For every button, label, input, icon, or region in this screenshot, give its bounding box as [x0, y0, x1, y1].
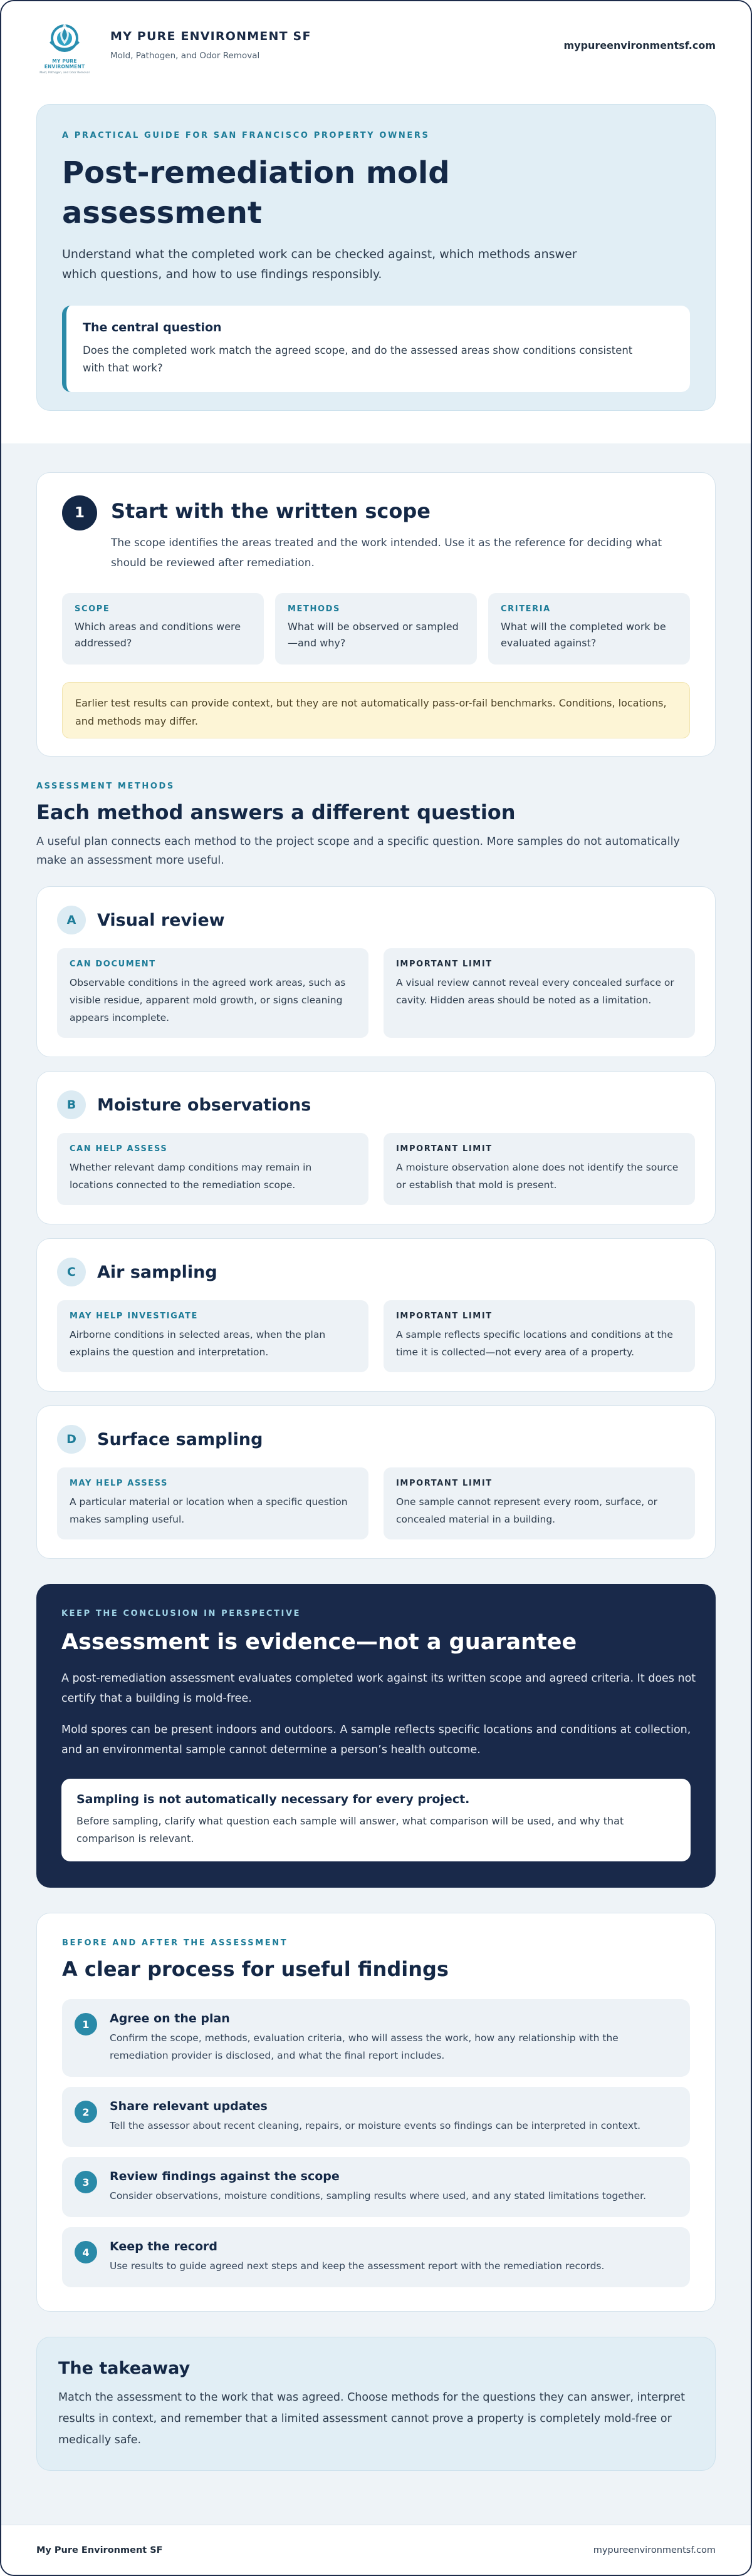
main-content — [1, 443, 751, 2471]
step-title: Agree on the plan — [110, 2012, 230, 2025]
method-boxes — [57, 948, 695, 1038]
scope-header — [62, 495, 690, 573]
method-capability-box — [57, 1133, 368, 1205]
methods-eyebrow: ASSESSMENT METHODS — [36, 782, 175, 791]
step-number: 2 — [75, 2101, 97, 2123]
criteria-box-label: CRITERIA — [501, 604, 551, 614]
step-title: Keep the record — [110, 2240, 218, 2253]
limit-label: IMPORTANT LIMIT — [396, 1311, 493, 1321]
logo-drop-icon — [36, 17, 93, 61]
limit-text: A moisture observation alone does not identify the source or establish that mold is present. — [396, 1162, 679, 1191]
method-header — [57, 906, 695, 934]
logo-tagline: Mold, Pathogen, and Odor Removal — [39, 71, 90, 75]
step-title: Review findings against the scope — [110, 2170, 340, 2183]
footer-link[interactable]: mypureenvironmentsf.com — [593, 2545, 716, 2555]
perspective-eyebrow: KEEP THE CONCLUSION IN PERSPECTIVE — [61, 1609, 301, 1618]
step-number: 1 — [75, 2013, 97, 2035]
criteria-box — [488, 593, 690, 665]
central-question-callout — [62, 306, 690, 392]
step-number: 4 — [75, 2241, 97, 2263]
method-card-moisture-observations — [36, 1071, 716, 1224]
step-body — [110, 2012, 675, 2064]
process-eyebrow: BEFORE AND AFTER THE ASSESSMENT — [62, 1938, 288, 1948]
hero-eyebrow: A PRACTICAL GUIDE FOR SAN FRANCISCO PROPERTY OWNERS — [62, 131, 430, 140]
method-letter-badge: A — [57, 906, 86, 934]
step-text: Consider observations, moisture conditions, sampling results where used, and any stated limitations together. — [110, 2190, 647, 2201]
limit-label: IMPORTANT LIMIT — [396, 1479, 493, 1488]
scope-box-text: Which areas and conditions were addressed? — [75, 621, 241, 649]
callout-text: Does the completed work match the agreed scope, and do the assessed areas show conditions consistent with that work? — [83, 344, 633, 374]
method-boxes — [57, 1300, 695, 1372]
step-number-badge: 1 — [62, 495, 97, 530]
process-step — [62, 2157, 690, 2217]
site-footer — [1, 2525, 751, 2575]
method-capability-box — [57, 948, 368, 1038]
callout-title: The central question — [83, 321, 222, 334]
logo — [36, 17, 93, 73]
hero-band — [1, 89, 751, 443]
scope-heading — [111, 495, 687, 573]
step-text: Confirm the scope, methods, evaluation criteria, who will assess the work, how any relationship with the remediation provider is disclosed, and what the final report includes. — [110, 2032, 619, 2061]
methods-box-label: METHODS — [288, 604, 340, 614]
step-body — [110, 2240, 604, 2275]
method-letter-badge: C — [57, 1258, 86, 1286]
perspective-section — [36, 1584, 716, 1888]
process-step — [62, 1999, 690, 2077]
method-header — [57, 1425, 695, 1454]
process-section — [36, 1913, 716, 2312]
method-header — [57, 1090, 695, 1119]
limit-text: A visual review cannot reveal every concealed surface or cavity. Hidden areas should be noted as a limitation. — [396, 977, 674, 1006]
methods-box-text: What will be observed or sampled—and why? — [288, 621, 459, 649]
sampling-callout-text: Before sampling, clarify what question each sample will answer, what comparison will be used, and why that comparison is relevant. — [76, 1815, 624, 1844]
scope-section — [36, 472, 716, 757]
method-title: Air sampling — [97, 1262, 217, 1282]
takeaway-title: The takeaway — [58, 2359, 191, 2378]
step-title: Share relevant updates — [110, 2099, 268, 2113]
method-capability-box — [57, 1300, 368, 1372]
takeaway-text: Match the assessment to the work that was agreed. Choose methods for the questions they can answer, interpret results in context, and remember that a limited assessment cannot prove a property is completely mold-free or medically safe. — [58, 2391, 686, 2446]
perspective-paragraph: Mold spores can be present indoors and outdoors. A sample reflects specific locations and conditions at collection, and an environmental sample cannot determine a person’s health outcome. — [61, 1724, 691, 1756]
capability-text: Observable conditions in the agreed work areas, such as visible residue, apparent mold growth, or signs cleaning appears incomplete. — [70, 977, 346, 1023]
hero-panel — [36, 104, 716, 411]
method-limit-box — [384, 948, 695, 1038]
brand[interactable] — [36, 17, 311, 73]
hero-lead: Understand what the completed work can be checked against, which methods answer which questions, and how to use findings responsibly. — [62, 247, 577, 281]
process-title: A clear process for useful findings — [62, 1957, 449, 1981]
step-text: Use results to guide agreed next steps and keep the assessment report with the remediation records. — [110, 2260, 605, 2272]
brand-text — [110, 29, 311, 61]
sampling-callout-title: Sampling is not automatically necessary for every project. — [76, 1792, 470, 1806]
limit-text: A sample reflects specific locations and conditions at the time it is collected—not every area of a property. — [396, 1329, 673, 1358]
brand-subtitle: Mold, Pathogen, and Odor Removal — [110, 51, 260, 61]
method-card-visual-review — [36, 886, 716, 1057]
methods-lead: A useful plan connects each method to the project scope and a specific question. More samples do not automatically make an assessment more useful. — [36, 835, 680, 867]
page-title: Post-remediation mold assessment — [62, 155, 450, 230]
methods-box — [275, 593, 477, 665]
logo-wordmark: MY PURE ENVIRONMENT — [44, 58, 85, 70]
footer-brand: My Pure Environment SF — [36, 2545, 163, 2555]
capability-text: Airborne conditions in selected areas, when the plan explains the question and interpretation. — [70, 1329, 326, 1358]
method-limit-box — [384, 1467, 695, 1539]
perspective-paragraph: A post-remediation assessment evaluates completed work against its written scope and agreed criteria. It does not certify that a building is mold-free. — [61, 1672, 696, 1705]
context-note: Earlier test results can provide context, but they are not automatically pass-or-fail benchmarks. Conditions, locations, and methods may differ. — [62, 682, 690, 738]
method-letter-badge: D — [57, 1425, 86, 1454]
limit-label: IMPORTANT LIMIT — [396, 960, 493, 969]
method-limit-box — [384, 1300, 695, 1372]
step-number: 3 — [75, 2171, 97, 2193]
capability-label: CAN HELP ASSESS — [70, 1144, 168, 1154]
capability-label: CAN DOCUMENT — [70, 960, 156, 969]
brand-name: MY PURE ENVIRONMENT SF — [110, 29, 311, 43]
sampling-callout — [61, 1779, 691, 1861]
step-text: Tell the assessor about recent cleaning, repairs, or moisture events so findings can be interpreted in context. — [110, 2120, 641, 2131]
method-title: Moisture observations — [97, 1095, 311, 1115]
criteria-box-text: What will the completed work be evaluated against? — [501, 621, 666, 649]
process-step — [62, 2227, 690, 2287]
scope-boxes — [62, 593, 690, 665]
method-capability-box — [57, 1467, 368, 1539]
site-link[interactable]: mypureenvironmentsf.com — [563, 39, 716, 51]
takeaway-section — [36, 2337, 716, 2471]
scope-box-label: SCOPE — [75, 604, 110, 614]
step-body — [110, 2099, 640, 2134]
method-boxes — [57, 1467, 695, 1539]
capability-text: A particular material or location when a specific question makes sampling useful. — [70, 1496, 348, 1525]
method-header — [57, 1258, 695, 1286]
method-letter-badge: B — [57, 1090, 86, 1119]
limit-label: IMPORTANT LIMIT — [396, 1144, 493, 1154]
scope-title: Start with the written scope — [111, 499, 431, 523]
site-header — [1, 1, 751, 89]
method-limit-box — [384, 1133, 695, 1205]
methods-intro — [36, 782, 716, 870]
method-title: Surface sampling — [97, 1429, 263, 1449]
method-card-air-sampling — [36, 1238, 716, 1392]
limit-text: One sample cannot represent every room, surface, or concealed material in a building. — [396, 1496, 658, 1525]
scope-box — [62, 593, 264, 665]
perspective-title: Assessment is evidence—not a guarantee — [61, 1630, 577, 1655]
method-card-surface-sampling — [36, 1405, 716, 1559]
step-body — [110, 2170, 646, 2205]
process-step — [62, 2087, 690, 2147]
methods-title: Each method answers a different question — [36, 800, 516, 824]
method-boxes — [57, 1133, 695, 1205]
capability-label: MAY HELP INVESTIGATE — [70, 1311, 198, 1321]
scope-lead: The scope identifies the areas treated and the work intended. Use it as the reference for deciding what should be reviewed after remediation. — [111, 537, 662, 569]
capability-text: Whether relevant damp conditions may remain in locations connected to the remediation scope. — [70, 1162, 312, 1191]
capability-label: MAY HELP ASSESS — [70, 1479, 169, 1488]
method-title: Visual review — [97, 910, 225, 930]
